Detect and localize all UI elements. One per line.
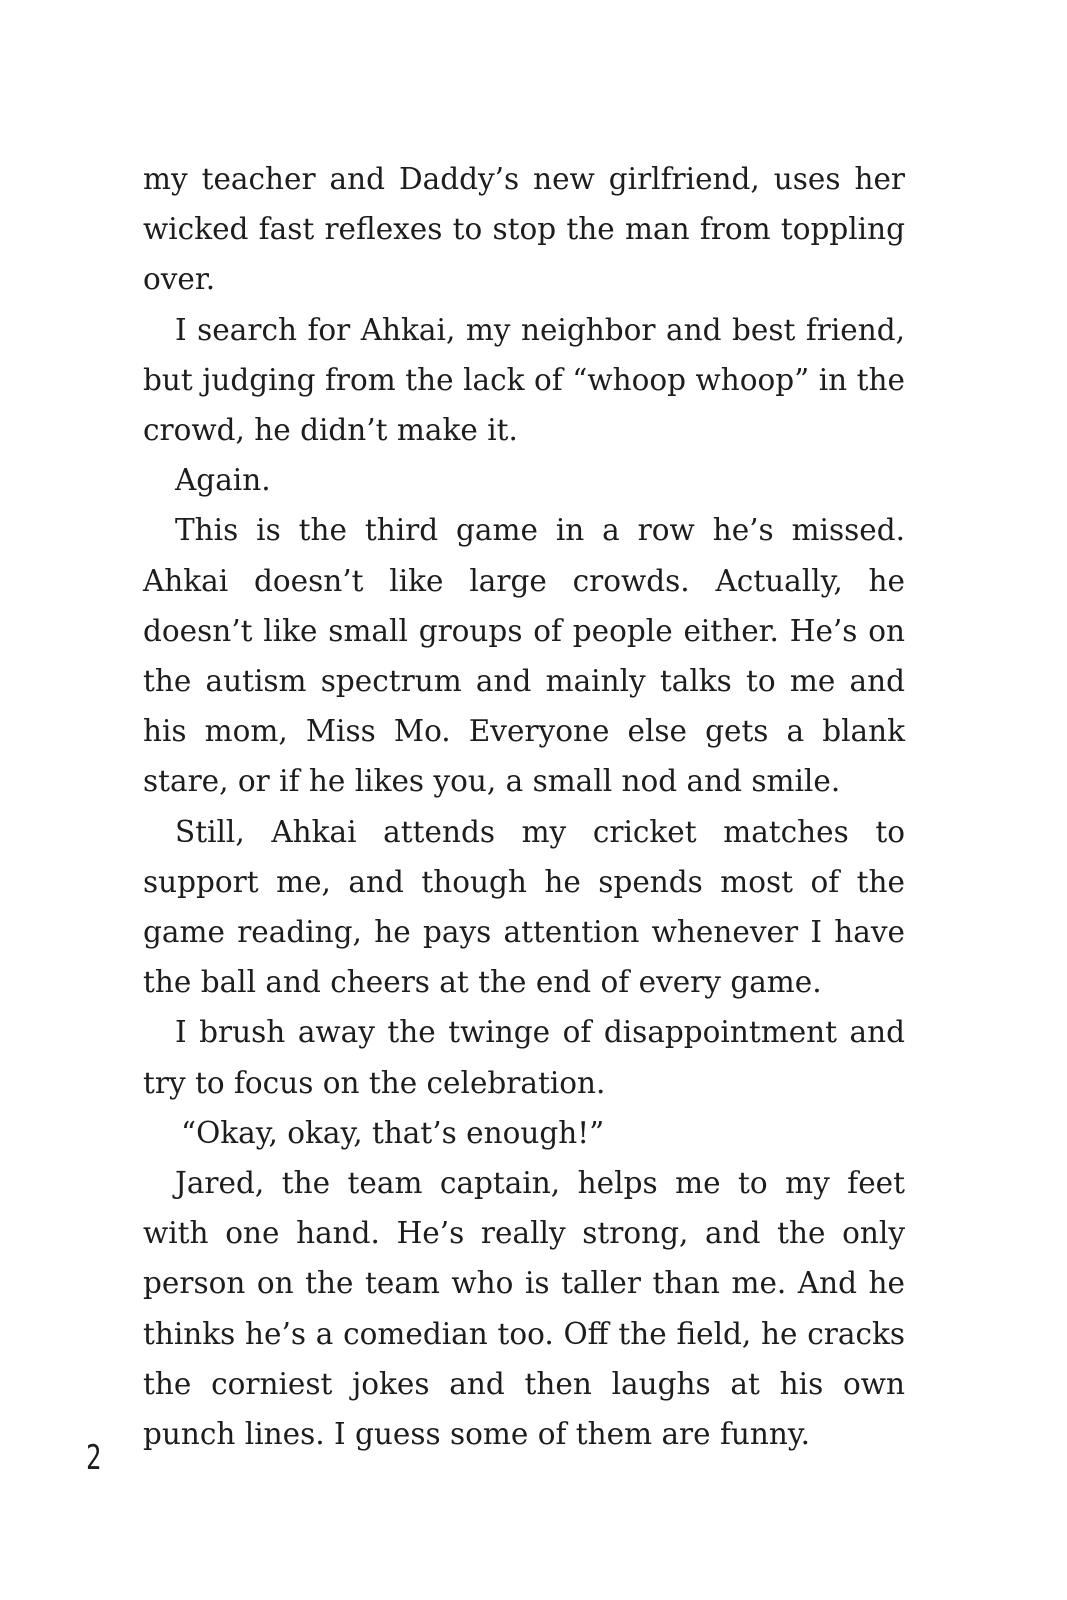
page-number: 2 <box>86 1438 102 1478</box>
paragraph: Still, Ahkai attends my cricket matches to support me, and though he spends most of the game reading, he pays attention whenever I have the ball and cheers at the end of every game. <box>143 814 905 1000</box>
paragraph: I search for Ahkai, my neighbor and best friend, but judging from the lack of “whoop whoop” in the crowd, he didn’t make it. <box>143 312 905 448</box>
paragraph: Again. <box>175 463 271 498</box>
paragraph: I brush away the twinge of disappointment and try to focus on the celebration. <box>143 1015 905 1100</box>
paragraph-continuation: my teacher and Daddy’s new girlfriend, uses her wicked fast reflexes to stop the man from toppling over. <box>143 162 905 297</box>
dialogue-line: “Okay, okay, that’s enough!” <box>181 1115 605 1150</box>
body-text <box>143 154 905 1459</box>
paragraph: Jared, the team captain, helps me to my feet with one hand. He’s really strong, and the only person on the team who is taller than me. And he thinks he’s a comedian too. Off the field, he cracks the corniest jokes and then laughs at his own punch lines. I guess some of them are funny. <box>143 1166 905 1452</box>
paragraph: This is the third game in a row he’s missed. Ahkai doesn’t like large crowds. Actually, he doesn’t like small groups of people either. He’s on the autism spectrum and mainly talks to me and his mom, Miss Mo. Everyone else gets a blank stare, or if he likes you, a small nod and smile. <box>143 513 905 799</box>
